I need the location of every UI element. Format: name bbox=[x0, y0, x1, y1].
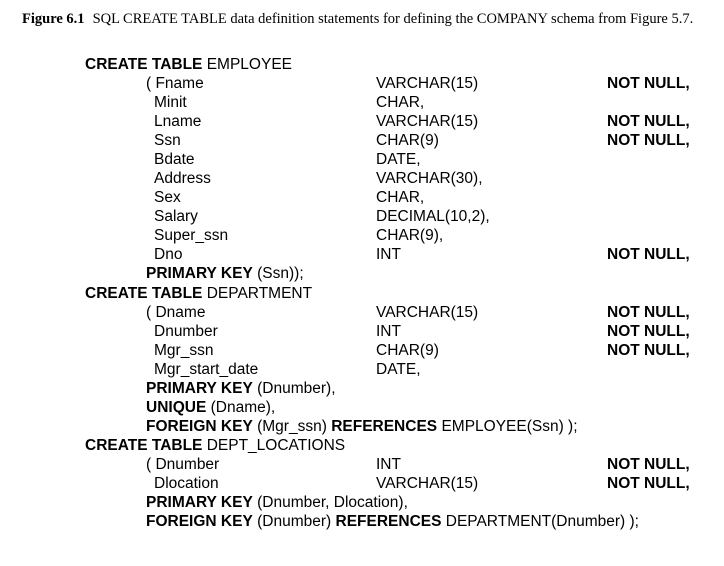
unique-keyword: UNIQUE bbox=[146, 399, 207, 416]
column-type: CHAR, bbox=[376, 94, 425, 111]
column-type: CHAR(9) bbox=[376, 132, 439, 149]
column-row bbox=[0, 188, 724, 207]
column-row bbox=[0, 74, 724, 93]
create-table-employee bbox=[0, 55, 724, 74]
referenced-table: EMPLOYEE(Ssn) ); bbox=[441, 418, 578, 435]
column-row bbox=[0, 455, 724, 474]
column-name: Dno bbox=[154, 246, 183, 263]
column-name: Mgr_start_date bbox=[154, 361, 259, 378]
column-type: VARCHAR(15) bbox=[376, 304, 479, 321]
column-type: VARCHAR(15) bbox=[376, 475, 479, 492]
primary-key-keyword: PRIMARY KEY bbox=[146, 494, 253, 511]
column-row bbox=[0, 150, 724, 169]
foreign-key-columns: (Dnumber) bbox=[257, 513, 332, 530]
column-row bbox=[0, 112, 724, 131]
primary-key-columns: (Dnumber), bbox=[257, 380, 336, 397]
create-table-keyword: CREATE TABLE bbox=[85, 437, 203, 454]
column-row bbox=[0, 131, 724, 150]
column-name: Ssn bbox=[154, 132, 181, 149]
column-constraint: NOT NULL, bbox=[607, 342, 690, 359]
column-name: Bdate bbox=[154, 151, 195, 168]
column-row bbox=[0, 341, 724, 360]
column-type: INT bbox=[376, 246, 401, 263]
primary-key-clause bbox=[0, 264, 724, 283]
column-name: Dlocation bbox=[154, 475, 219, 492]
primary-key-columns: (Dnumber, Dlocation), bbox=[257, 494, 408, 511]
foreign-key-clause bbox=[0, 512, 724, 531]
column-type: DATE, bbox=[376, 361, 421, 378]
column-type: DECIMAL(10,2), bbox=[376, 208, 490, 225]
column-row bbox=[0, 360, 724, 379]
primary-key-clause bbox=[0, 379, 724, 398]
column-name: Address bbox=[154, 170, 211, 187]
create-table-keyword: CREATE TABLE bbox=[85, 285, 203, 302]
column-name: ( Dnumber bbox=[146, 456, 220, 473]
table-name: EMPLOYEE bbox=[206, 56, 292, 73]
unique-columns: (Dname), bbox=[210, 399, 276, 416]
column-name: ( Fname bbox=[146, 75, 204, 92]
foreign-key-keyword: FOREIGN KEY bbox=[146, 418, 253, 435]
create-table-department bbox=[0, 284, 724, 303]
column-constraint: NOT NULL, bbox=[607, 75, 690, 92]
column-name: Lname bbox=[154, 113, 202, 130]
figure-number: Figure 6.1 bbox=[22, 11, 85, 27]
column-row bbox=[0, 207, 724, 226]
column-name: Sex bbox=[154, 189, 181, 206]
column-type: VARCHAR(15) bbox=[376, 113, 479, 130]
column-name: Salary bbox=[154, 208, 198, 225]
references-keyword: REFERENCES bbox=[335, 513, 442, 530]
column-type: INT bbox=[376, 323, 401, 340]
column-constraint: NOT NULL, bbox=[607, 246, 690, 263]
column-type: VARCHAR(15) bbox=[376, 75, 479, 92]
column-type: CHAR(9), bbox=[376, 227, 444, 244]
column-name: Minit bbox=[154, 94, 187, 111]
column-row bbox=[0, 93, 724, 112]
references-keyword: REFERENCES bbox=[331, 418, 438, 435]
unique-clause bbox=[0, 398, 724, 417]
column-type: CHAR, bbox=[376, 189, 425, 206]
column-type: VARCHAR(30), bbox=[376, 170, 483, 187]
column-constraint: NOT NULL, bbox=[607, 475, 690, 492]
primary-key-keyword: PRIMARY KEY bbox=[146, 265, 253, 282]
foreign-key-keyword: FOREIGN KEY bbox=[146, 513, 253, 530]
column-constraint: NOT NULL, bbox=[607, 456, 690, 473]
primary-key-clause bbox=[0, 493, 724, 512]
foreign-key-columns: (Mgr_ssn) bbox=[257, 418, 327, 435]
column-row bbox=[0, 322, 724, 341]
column-name: Mgr_ssn bbox=[154, 342, 214, 359]
column-name: Dnumber bbox=[154, 323, 218, 340]
column-constraint: NOT NULL, bbox=[607, 323, 690, 340]
foreign-key-clause bbox=[0, 417, 724, 436]
column-type: DATE, bbox=[376, 151, 421, 168]
column-row bbox=[0, 169, 724, 188]
column-constraint: NOT NULL, bbox=[607, 304, 690, 321]
create-table-dept-locations bbox=[0, 436, 724, 455]
column-type: CHAR(9) bbox=[376, 342, 439, 359]
column-name: Super_ssn bbox=[154, 227, 229, 244]
referenced-table: DEPARTMENT(Dnumber) ); bbox=[445, 513, 639, 530]
primary-key-keyword: PRIMARY KEY bbox=[146, 380, 253, 397]
column-constraint: NOT NULL, bbox=[607, 132, 690, 149]
column-row bbox=[0, 226, 724, 245]
column-row bbox=[0, 474, 724, 493]
create-table-keyword: CREATE TABLE bbox=[85, 56, 203, 73]
column-constraint: NOT NULL, bbox=[607, 113, 690, 130]
column-type: INT bbox=[376, 456, 401, 473]
column-name: ( Dname bbox=[146, 304, 206, 321]
primary-key-columns: (Ssn)); bbox=[257, 265, 304, 282]
table-name: DEPARTMENT bbox=[206, 285, 313, 302]
column-row bbox=[0, 245, 724, 264]
figure-title: SQL CREATE TABLE data definition statements for defining the COMPANY schema from Figure 5.7. bbox=[92, 11, 694, 27]
column-row bbox=[0, 303, 724, 322]
table-name: DEPT_LOCATIONS bbox=[206, 437, 346, 454]
